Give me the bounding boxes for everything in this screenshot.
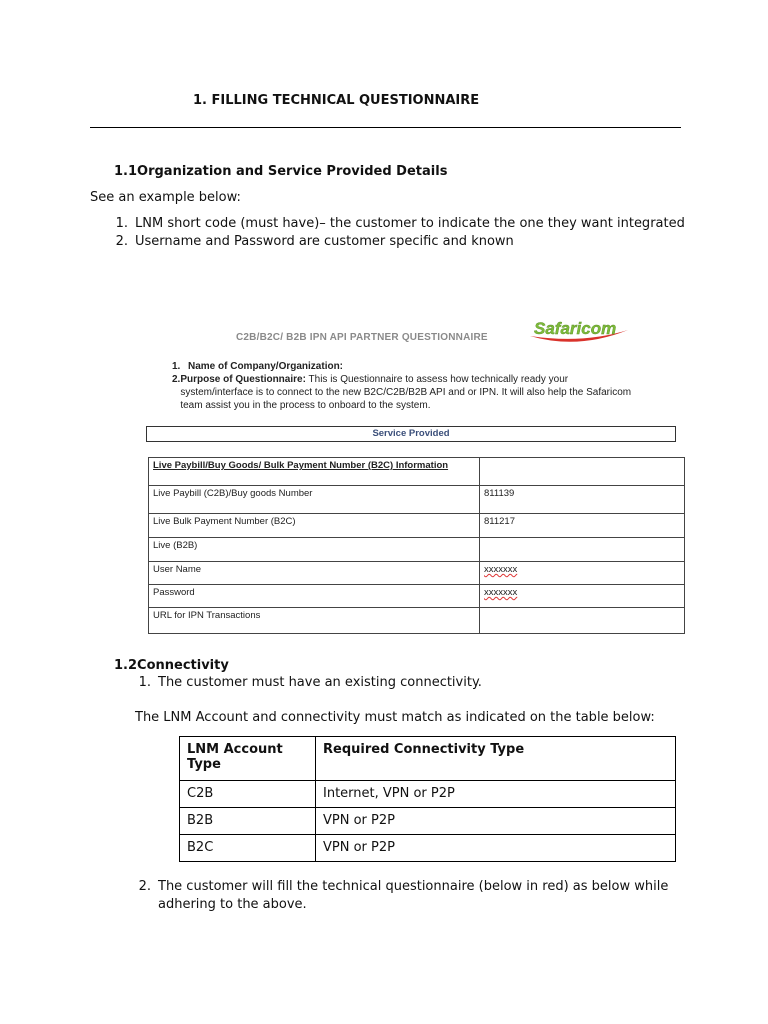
list-label: Purpose of Questionnaire: xyxy=(180,374,306,385)
service-provided-label: Service Provided xyxy=(372,428,450,439)
table-cell: xxxxxxx xyxy=(480,562,685,585)
list-text: The customer must have an existing connectivity. xyxy=(158,675,482,690)
section-1-2-heading: 1.2Connectivity xyxy=(114,658,229,673)
table-cell: xxxxxxx xyxy=(480,585,685,608)
table-cell: C2B xyxy=(180,781,316,808)
table-row xyxy=(149,562,685,585)
service-table xyxy=(148,457,685,634)
list-item xyxy=(131,675,482,690)
table-cell: Live Bulk Payment Number (B2C) xyxy=(149,514,480,538)
embedded-questionnaire-image xyxy=(140,312,685,642)
intro-text: See an example below: xyxy=(90,190,241,205)
list-text: The customer will fill the technical questionnaire (below in red) as below while xyxy=(158,879,669,894)
table-row xyxy=(149,538,685,562)
table-row xyxy=(149,514,685,538)
list-text: LNM short code (must have)– the customer to indicate the one they want integrated xyxy=(135,216,685,231)
table-row xyxy=(149,458,685,486)
section-1-heading: 1. FILLING TECHNICAL QUESTIONNAIRE xyxy=(193,93,480,108)
table-row xyxy=(180,737,676,781)
table-cell: 811217 xyxy=(480,514,685,538)
table-cell: 811139 xyxy=(480,486,685,514)
table-cell: URL for IPN Transactions xyxy=(149,608,480,634)
safaricom-logo xyxy=(528,316,632,346)
list-item xyxy=(108,234,514,249)
table-cell: Live Paybill (C2B)/Buy goods Number xyxy=(149,486,480,514)
list-text-continued: adhering to the above. xyxy=(158,897,307,912)
table-cell: B2B xyxy=(180,808,316,835)
table-cell xyxy=(480,538,685,562)
list-number: 1. xyxy=(172,361,181,372)
section-1-1-heading: 1.1Organization and Service Provided Details xyxy=(114,164,448,179)
connectivity-table xyxy=(179,736,676,862)
horizontal-rule xyxy=(90,127,681,128)
service-provided-bar xyxy=(146,426,676,442)
table-cell: User Name xyxy=(149,562,480,585)
table-row xyxy=(180,781,676,808)
table-cell: B2C xyxy=(180,835,316,862)
list-text: Username and Password are customer specific and known xyxy=(135,234,514,249)
table-cell: VPN or P2P xyxy=(316,808,676,835)
table-cell: Live (B2B) xyxy=(149,538,480,562)
table-cell xyxy=(480,458,685,486)
table-cell: Password xyxy=(149,585,480,608)
list-number: 2. xyxy=(172,374,181,385)
table-cell: VPN or P2P xyxy=(316,835,676,862)
table-header-cell: Required Connectivity Type xyxy=(316,737,676,781)
list-number: 2. xyxy=(138,879,151,894)
table-intro-text: The LNM Account and connectivity must match as indicated on the table below: xyxy=(135,710,655,725)
table-header-cell: LNM Account Type xyxy=(180,737,316,781)
questionnaire-title: C2B/B2C/ B2B IPN API PARTNER QUESTIONNAIRE xyxy=(236,332,488,343)
list-item xyxy=(172,373,632,412)
table-cell: Internet, VPN or P2P xyxy=(316,781,676,808)
questionnaire-list xyxy=(172,360,632,412)
table-cell xyxy=(480,608,685,634)
table-row xyxy=(180,835,676,862)
list-label: Name of Company/Organization: xyxy=(188,361,344,372)
list-item xyxy=(108,216,685,231)
list-item xyxy=(131,879,668,894)
list-text: This is Questionnaire to assess how technically ready your system/interface is to connect to the new B2C/C2B/B2B API and or IPN. It will also help the Safaricom team assist you in the process to onboard to the system. xyxy=(180,374,632,411)
list-item xyxy=(172,360,632,373)
table-row xyxy=(149,608,685,634)
table-row xyxy=(149,585,685,608)
list-number: 2. xyxy=(115,234,128,249)
table-row xyxy=(180,808,676,835)
logo-text: Safaricom xyxy=(534,319,617,338)
list-number: 1. xyxy=(115,216,128,231)
table-header-cell: Live Paybill/Buy Goods/ Bulk Payment Number (B2C) Information xyxy=(149,458,480,486)
table-row xyxy=(149,486,685,514)
list-number: 1. xyxy=(138,675,151,690)
